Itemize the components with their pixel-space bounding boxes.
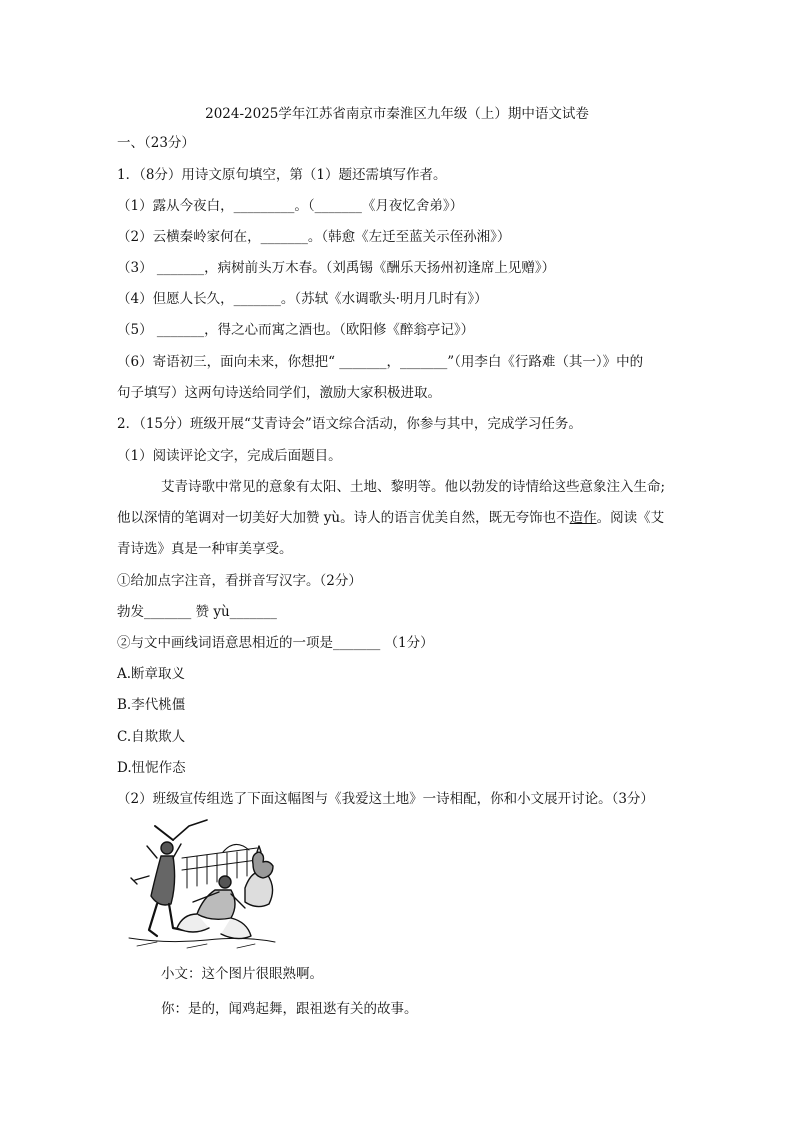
passage-line-2-text: 他以深情的笔调对一切美好大加赞 yù。诗人的语言优美自然，既无夸饰也不 (117, 510, 570, 526)
passage-line-2 (117, 508, 664, 528)
passage-line-2-tail: 。阅读《艾 (596, 510, 665, 526)
question-1-item-6: （6）寄语初三，面向未来，你想把“ _______，_______”（用李白《行路难（其一）》中的 (117, 354, 644, 370)
question-1-item-4: （4）但愿人长久，_______。（苏轼《水调歌头·明月几时有》） (117, 291, 488, 307)
option-c: C.自欺欺人 (117, 729, 186, 745)
question-1-stem: 1．（8分）用诗文原句填空，第（1）题还需填写作者。 (117, 167, 447, 183)
option-d: D.忸怩作态 (117, 760, 186, 776)
illustration-dawn-sword-practice (127, 818, 277, 952)
task-2-prompt: ②与文中画线词语意思相近的一项是_______ （1分） (117, 635, 434, 651)
question-2-sub-2: （2）班级宣传组选了下面这幅图与《我爱这土地》一诗相配，你和小文展开讨论。（3分） (117, 791, 654, 807)
page-title: 2024-2025学年江苏省南京市秦淮区九年级（上）期中语文试卷 (205, 106, 589, 122)
option-a: A.断章取义 (117, 666, 186, 682)
question-2-stem: 2．（15分）班级开展“艾青诗会”语文综合活动，你参与其中，完成学习任务。 (117, 416, 582, 432)
question-2-sub-1: （1）阅读评论文字，完成后面题目。 (117, 448, 342, 464)
option-b: B.李代桃僵 (117, 697, 186, 713)
passage-line-3: 青诗选》真是一种审美享受。 (117, 541, 293, 557)
dialogue-line-1: 小文：这个图片很眼熟啊。 (161, 966, 323, 982)
question-1-item-6-cont: 句子填写）这两句诗送给同学们，激励大家积极进取。 (117, 385, 441, 401)
dialogue-line-2: 你：是的，闻鸡起舞，跟祖逖有关的故事。 (161, 1001, 418, 1017)
task-1-answer-line: 勃发_______ 赞 yù_______ (117, 604, 277, 620)
passage-line-1: 艾青诗歌中常见的意象有太阳、土地、黎明等。他以勃发的诗情给这些意象注入生命; (161, 479, 666, 495)
question-1-item-2: （2）云横秦岭家何在，_______。（韩愈《左迁至蓝关示侄孙湘》） (117, 229, 511, 245)
task-1-prompt: ①给加点字注音，看拼音写汉字。（2分） (117, 573, 362, 589)
section-heading: 一、（23分） (117, 135, 195, 151)
question-1-item-5: （5） _______，得之心而寓之酒也。（欧阳修《醉翁亭记》） (117, 322, 475, 338)
question-1-item-3: （3） _______，病树前头万木春。（刘禹锡《酬乐天扬州初逢席上见赠》） (117, 260, 556, 276)
question-1-item-1: （1）露从今夜白，_________。（_______《月夜忆舍弟》） (117, 198, 464, 214)
underlined-word: 造作 (569, 510, 597, 526)
